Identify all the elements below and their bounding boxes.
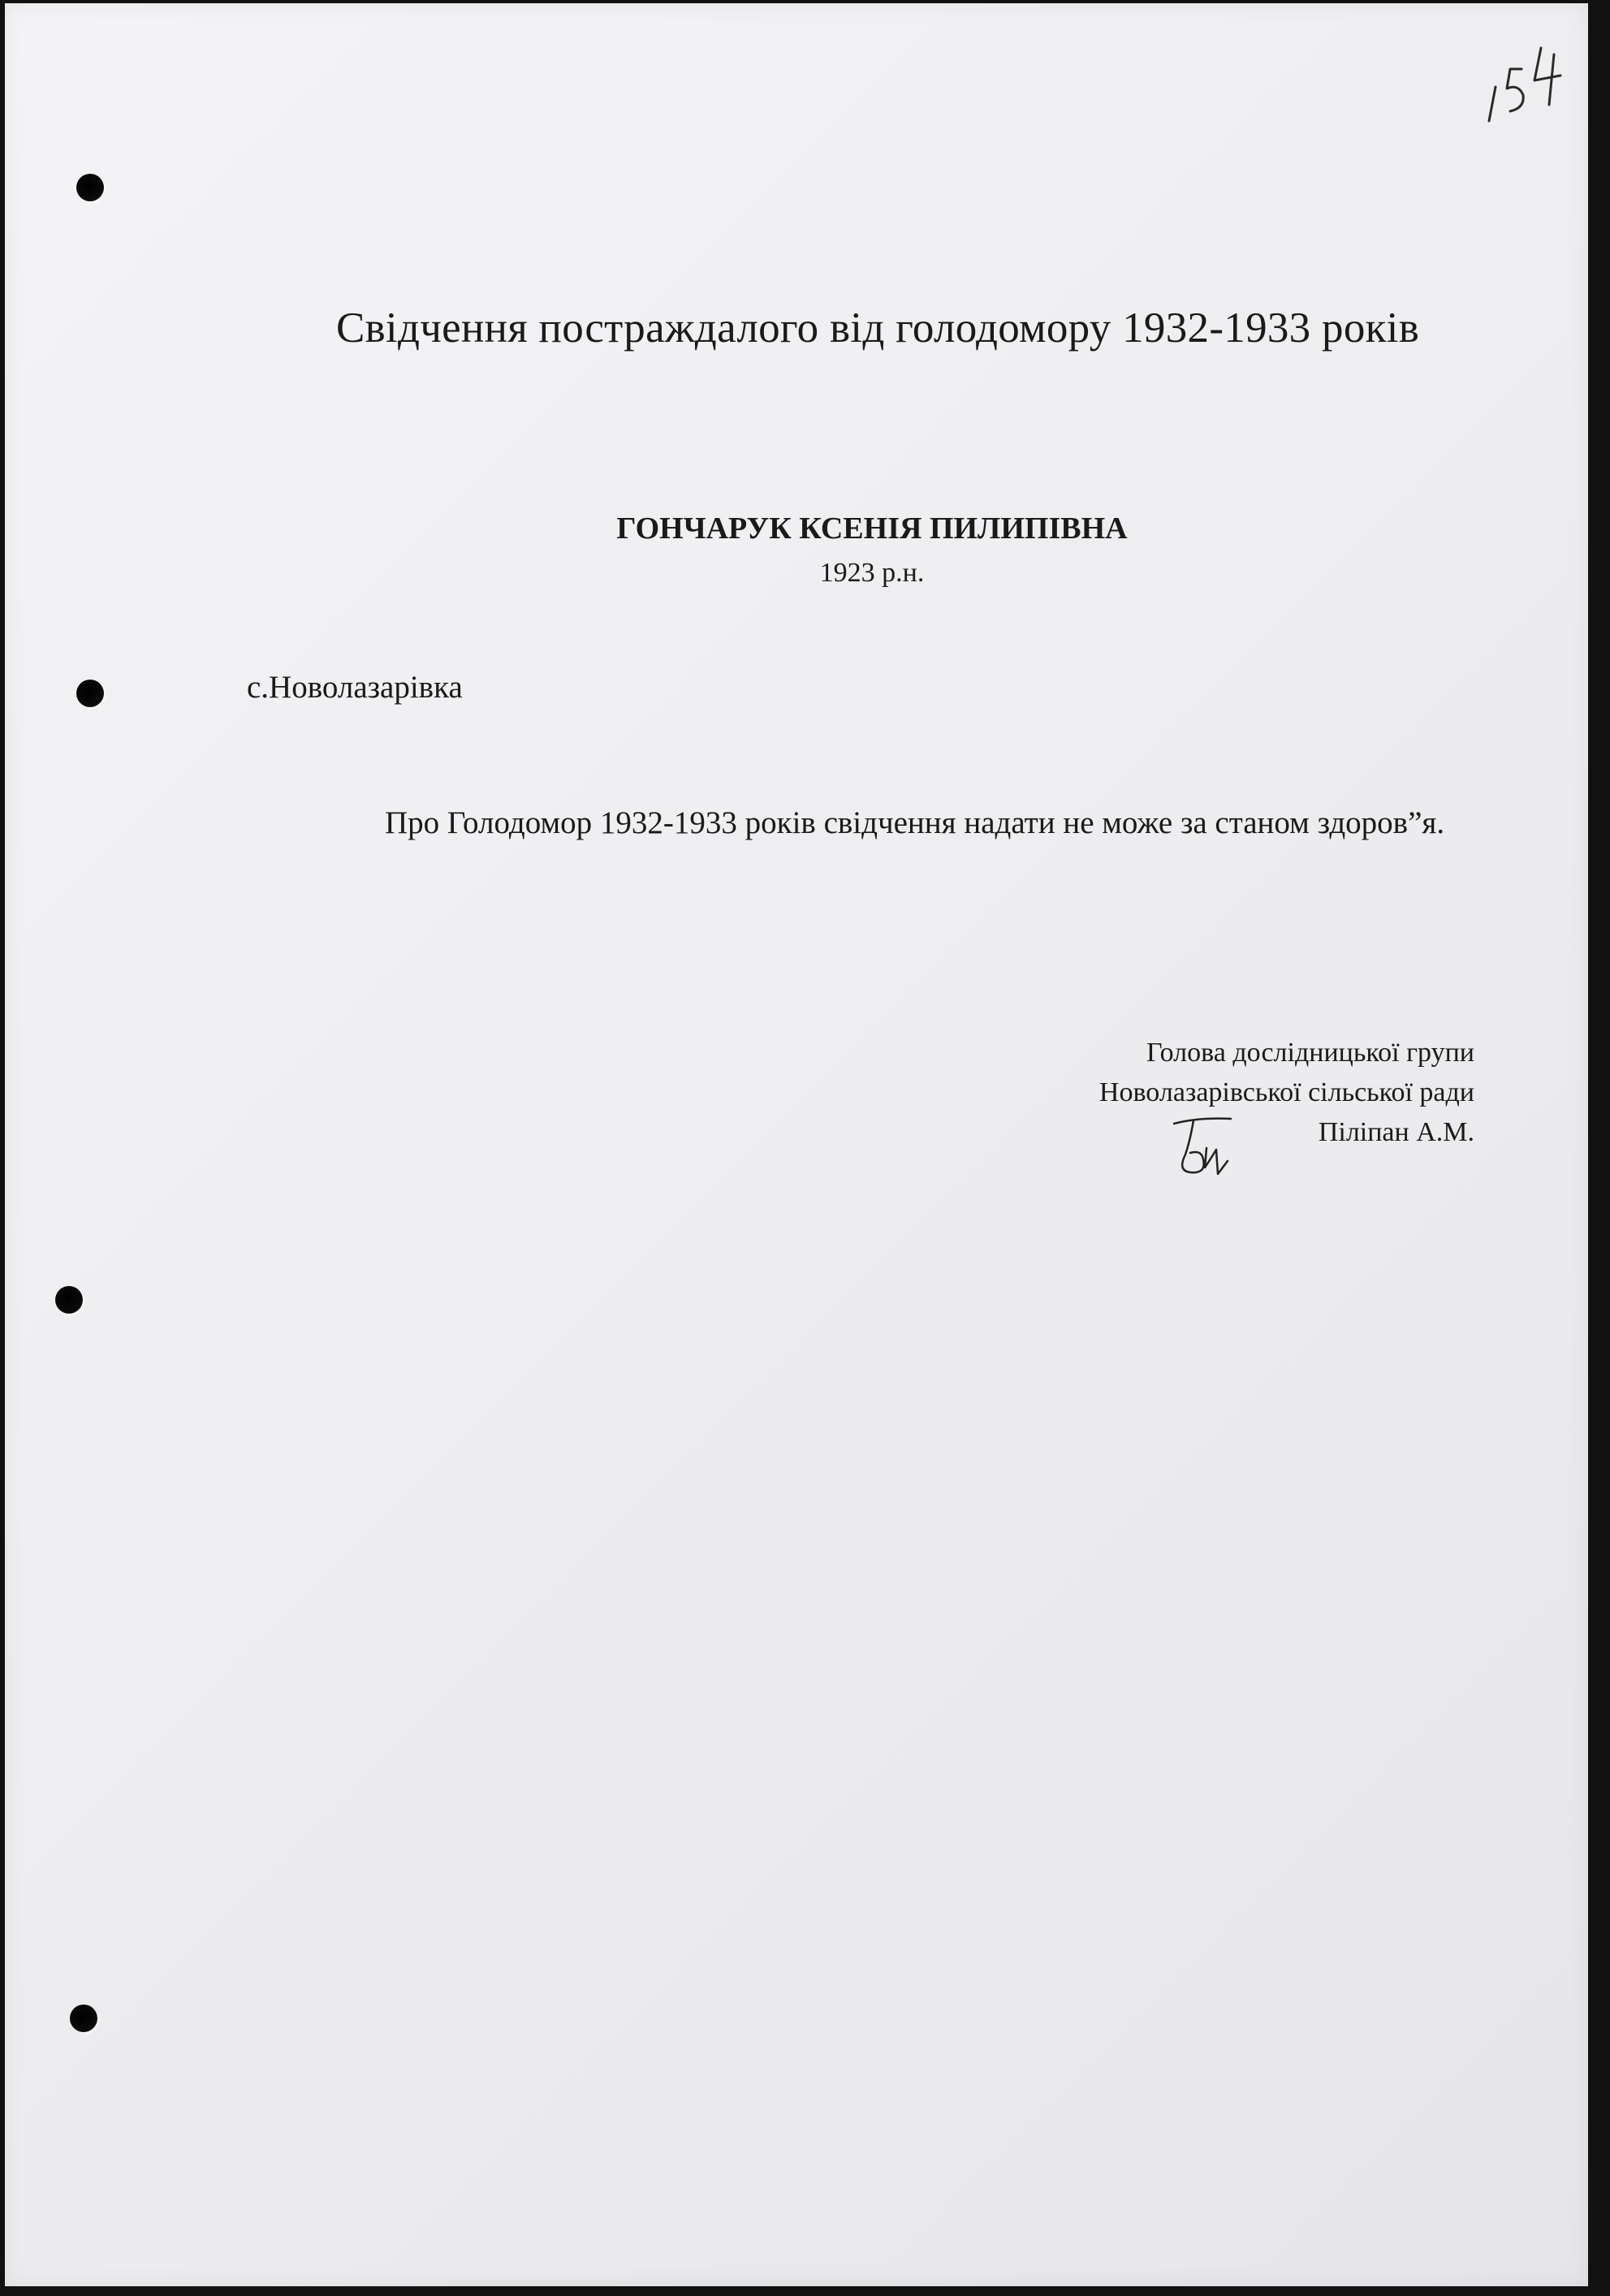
signer-name: Піліпан А.М. — [1318, 1117, 1474, 1147]
document-page — [5, 3, 1588, 2286]
signer-position-line1: Голова дослідницької групи — [1146, 1038, 1474, 1068]
punch-hole-icon — [76, 174, 104, 201]
punch-hole-icon — [76, 680, 104, 707]
signature-block — [1099, 1033, 1474, 1152]
village-name: с.Новолазарівка — [247, 670, 463, 705]
punch-hole-icon — [70, 2005, 97, 2032]
testimony-text: Про Голодомор 1932-1933 років свідчення надати не може за станом здоров”я. — [385, 805, 1445, 840]
witness-name: ГОНЧАРУК КСЕНІЯ ПИЛИПІВНА — [616, 511, 1128, 546]
signer-position-line2: Новолазарівської сільської ради — [1099, 1077, 1474, 1107]
handwritten-page-number — [1483, 40, 1572, 129]
handwritten-signature — [1166, 1107, 1247, 1189]
document-title: Свідчення постраждалого від голодомору 1932-1933 років — [335, 304, 1420, 352]
birth-year: 1923 р.н. — [819, 558, 925, 588]
punch-hole-icon — [55, 1286, 83, 1314]
